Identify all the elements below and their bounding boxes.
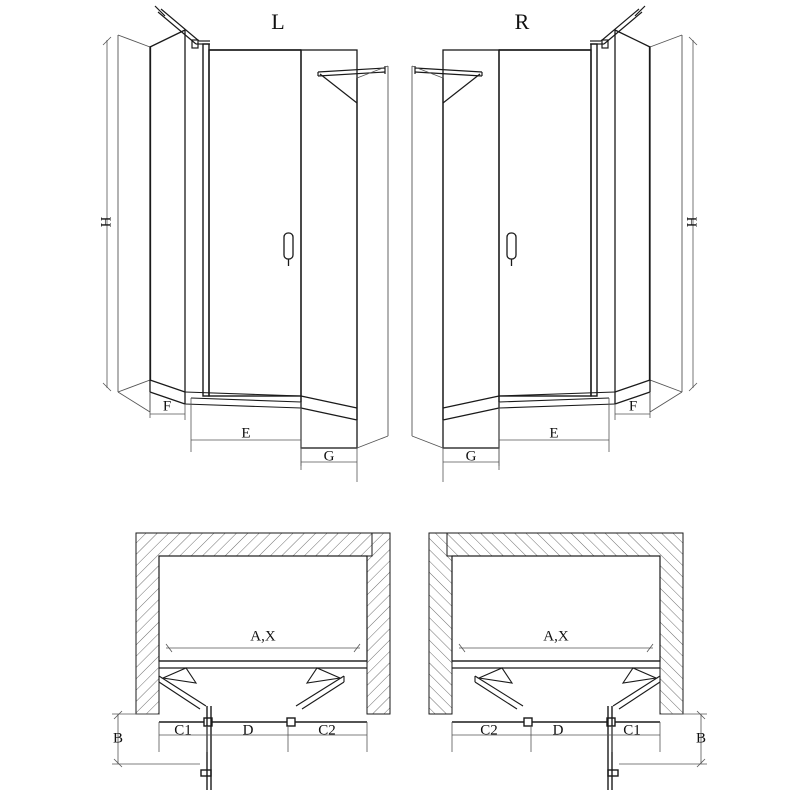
elevation-right-right-edges [412,66,443,448]
elevation-right-panel-G [443,50,499,448]
plan-left-label-C2: C2 [318,722,336,739]
plan-left-hinge-arms [159,668,344,709]
plan-left-enclosure-outline [159,556,367,668]
plan-right-label-AX: A,X [543,628,569,645]
elevation-left-perspective-lines [118,35,150,412]
plan-left-dimension-B [112,711,200,767]
plan-left-label-AX: A,X [250,628,276,645]
elevation-right-perspective-lines [650,35,682,412]
elevation-right-label-G: G [465,448,477,465]
elevation-left-label-G: G [323,448,335,465]
plan-left-label-D: D [242,722,254,739]
elevation-right-support-bars [590,6,645,48]
plan-right-label-C1: C1 [623,722,641,739]
plan-right-dimension-AX [459,644,653,652]
elevation-right-brace [415,66,482,103]
elevation-right-dimension-H [689,37,697,391]
elevation-left-title-L: L [271,9,285,35]
elevation-left-label-E: E [241,425,251,442]
plan-right-label-C2: C2 [480,722,498,739]
plan-left-wall-hatching [136,533,390,714]
elevation-right-label-H: H [684,216,701,228]
plan-left-label-B: B [112,730,124,747]
elevation-right-title-R: R [514,9,530,35]
plan-right-label-B: B [695,730,707,747]
elevation-left-label-F: F [162,398,172,415]
elevation-left-panel-G [301,50,357,448]
elevation-right-door-E [499,44,597,396]
plan-left-label-C1: C1 [174,722,192,739]
plan-right-view [429,533,707,790]
elevation-right-side-panel-F [615,30,650,404]
elevation-left-support-bars [155,6,210,48]
elevation-left-door-handle-icon [284,233,293,266]
plan-right-dimension-B [619,711,707,767]
elevation-left-door-E [203,44,301,396]
elevation-right-label-E: E [549,425,559,442]
elevation-left-brace [318,66,385,103]
plan-right-wall-hatching [429,533,683,714]
elevation-right-label-F: F [628,398,638,415]
elevation-left-right-edges [357,66,388,448]
elevation-left-view [98,6,388,482]
plan-right-label-D: D [552,722,564,739]
elevation-right-door-handle-icon [507,233,516,266]
plan-left-dimension-AX [166,644,360,652]
elevation-right-view [412,6,697,482]
elevation-left-label-H: H [98,216,115,228]
elevation-left-dimension-H [103,37,111,391]
plan-left-view [112,533,390,790]
elevation-right-dimension-lines [443,392,650,482]
elevation-left-dimension-lines [150,392,357,482]
elevation-left-side-panel-F [150,30,185,404]
plan-right-hinge-arms [475,668,660,709]
plan-right-enclosure-outline [452,556,660,668]
